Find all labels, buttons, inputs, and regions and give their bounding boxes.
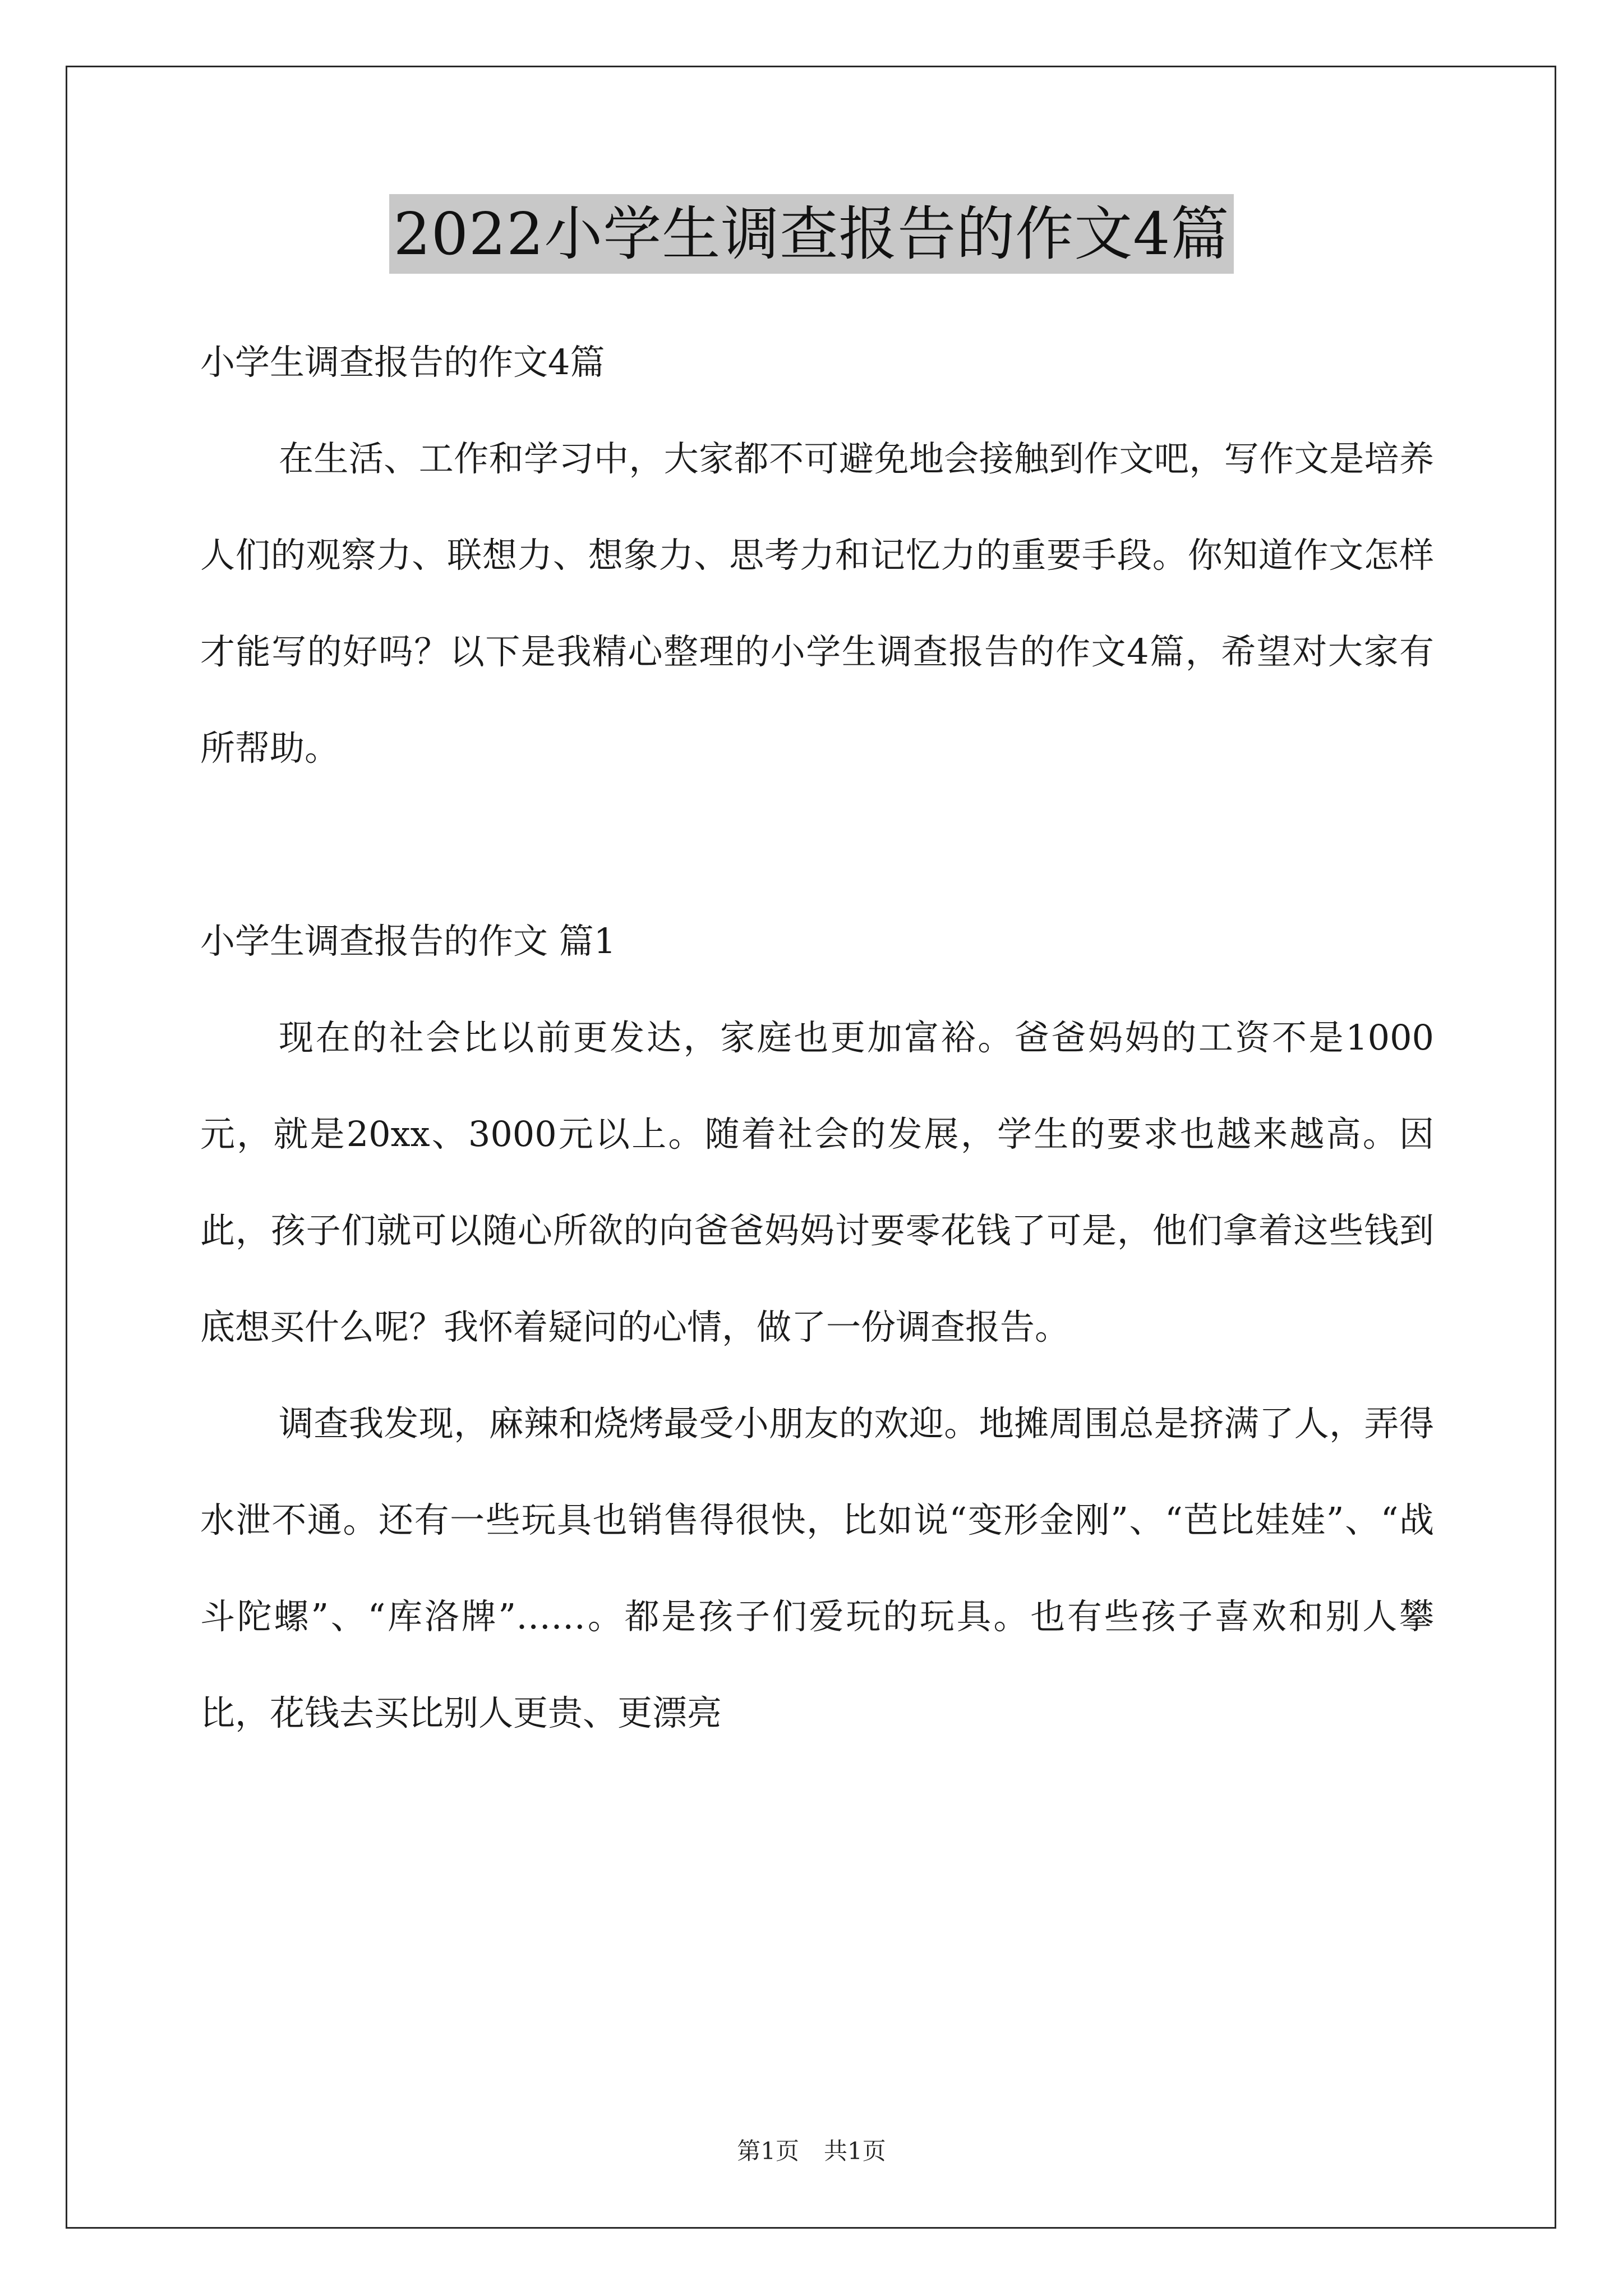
page-number-total: 共1页: [824, 2137, 886, 2165]
body-paragraph-2: 调查我发现，麻辣和烧烤最受小朋友的欢迎。地摊周围总是挤满了人，弄得水泄不通。还有一些玩具也销售得很快，比如说“变形金刚”、“芭比娃娃”、“战斗陀螺”、“库洛牌”……。都是孩子们爱玩的玩具。也有些孩子喜欢和别人攀比，花钱去买比别人更贵、更漂亮: [200, 1403, 1434, 1733]
document-subtitle: 小学生调查报告的作文4篇: [200, 342, 605, 383]
intro-paragraph: 在生活、工作和学习中，大家都不可避免地会接触到作文吧，写作文是培养人们的观察力、联想力、想象力、思考力和记忆力的重要手段。你知道作文怎样才能写的好吗？以下是我精心整理的小学生调查报告的作文4篇，希望对大家有所帮助。: [200, 438, 1434, 769]
section-heading: 小学生调查报告的作文 篇1: [200, 921, 616, 961]
body-paragraph-1: 现在的社会比以前更发达，家庭也更加富裕。爸爸妈妈的工资不是1000元，就是20xx、3000元以上。随着社会的发展，学生的要求也越来越高。因此，孩子们就可以随心所欲的向爸爸妈妈讨要零花钱了可是，他们拿着这些钱到底想买什么呢？我怀着疑问的心情，做了一份调查报告。: [200, 1017, 1434, 1347]
title-container: [0, 194, 1623, 274]
page-number-current: 第1页: [737, 2137, 799, 2165]
document-title: 2022小学生调查报告的作文4篇: [389, 194, 1234, 274]
section-spacer: [200, 797, 1434, 893]
document-body: [200, 314, 1434, 1761]
page-footer: [0, 2134, 1623, 2168]
